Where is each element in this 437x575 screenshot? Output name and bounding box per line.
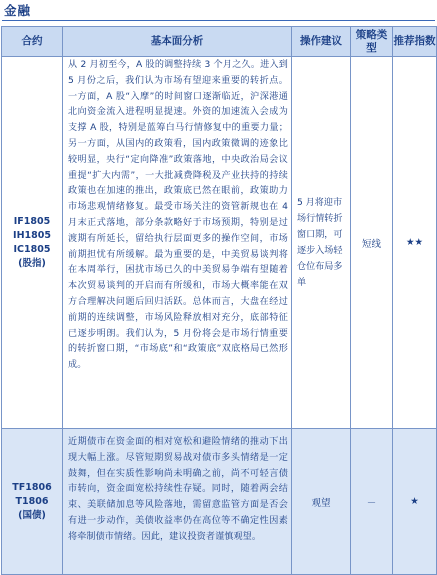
contract-code: IF1805 bbox=[13, 215, 51, 227]
contract-code: IC1805 bbox=[13, 243, 51, 255]
contract-category: (国债) bbox=[18, 509, 46, 521]
header-strategy: 策略类型 bbox=[351, 27, 393, 57]
header-analysis: 基本面分析 bbox=[63, 27, 292, 57]
analysis-cell: 近期债市在资金面的相对宽松和避险情绪的推动下出现大幅上涨。尽管短期贸易战对债市多头情绪是一定鼓舞，但在实质性影响尚未明确之前，尚不可轻言债市转向，资金面宽松持续性存疑。同时，随着两会结束、美联储加息等风险落地，需留意监管方面是否会有进一步动作，美债收益率仍在高位等不确定性因素将牵制债市情绪。因此，建议投资者谨慎观望。 bbox=[63, 429, 292, 575]
header-rating: 推荐指数 bbox=[393, 27, 437, 57]
table-row-stock-index bbox=[2, 57, 437, 429]
futures-table bbox=[1, 26, 437, 575]
contract-category: (股指) bbox=[18, 257, 46, 269]
rating-stars: ★★ bbox=[393, 57, 437, 429]
section-title: 金融 bbox=[4, 3, 32, 18]
header-advice: 操作建议 bbox=[292, 27, 351, 57]
title-divider bbox=[2, 20, 435, 21]
contract-cell bbox=[2, 57, 63, 429]
rating-stars: ★ bbox=[393, 429, 437, 575]
header-contract: 合约 bbox=[2, 27, 63, 57]
table-row-treasury bbox=[2, 429, 437, 575]
advice-cell: 5 月将迎市场行情转折窗口期，可逐步入场轻仓位布局多单 bbox=[292, 57, 351, 429]
advice-cell: 观望 bbox=[292, 429, 351, 575]
table-header-row bbox=[2, 27, 437, 57]
strategy-cell: 短线 bbox=[351, 57, 393, 429]
contract-cell bbox=[2, 429, 63, 575]
contract-code: T1806 bbox=[15, 495, 49, 507]
analysis-cell: 从 2 月初至今，A 股的调整持续 3 个月之久。进入到 5 月份之后，我们认为市场有望迎来重要的转折点。一方面，A 股“入摩”的时间窗口逐渐临近，沪深港通北向资金流入进程明显提速。外资的加速流入会成为支撑 A 股，特别是蓝筹白马行情修复中的重要力量；另一方面，从国内的政策看，国内政策微调的迹象比较明显，央行“定向降准”政策落地，中央政治局会议重提“扩大内需”，一大批减费降税及产业扶持的持续政策也在加速的推出，政策底已然在眼前，政策助力市场悲观情绪修复。最受市场关注的资管新规也在 4 月末正式落地，部分条款略好于市场预期，特别是过渡期有所延长，留给执行层面更多的操作空间，市场前期担忧有所缓解。最为重要的是，中美贸易谈判将在本周举行，困扰市场已久的中美贸易争端有望随着本次贸易谈判的开启而有所缓和，市场大概率能在双方合理解决问题后回归活跃。总体而言，大盘在经过前期的连续调整，市场风险释放相对充分，底部特征已逐步明朗。我们认为，5 月份将会是市场行情重要的转折窗口期，“市场底”和“政策底”双底格局已然形成。 bbox=[63, 57, 292, 429]
strategy-cell: － bbox=[351, 429, 393, 575]
contract-code: TF1806 bbox=[12, 481, 52, 493]
contract-code: IH1805 bbox=[13, 229, 51, 241]
